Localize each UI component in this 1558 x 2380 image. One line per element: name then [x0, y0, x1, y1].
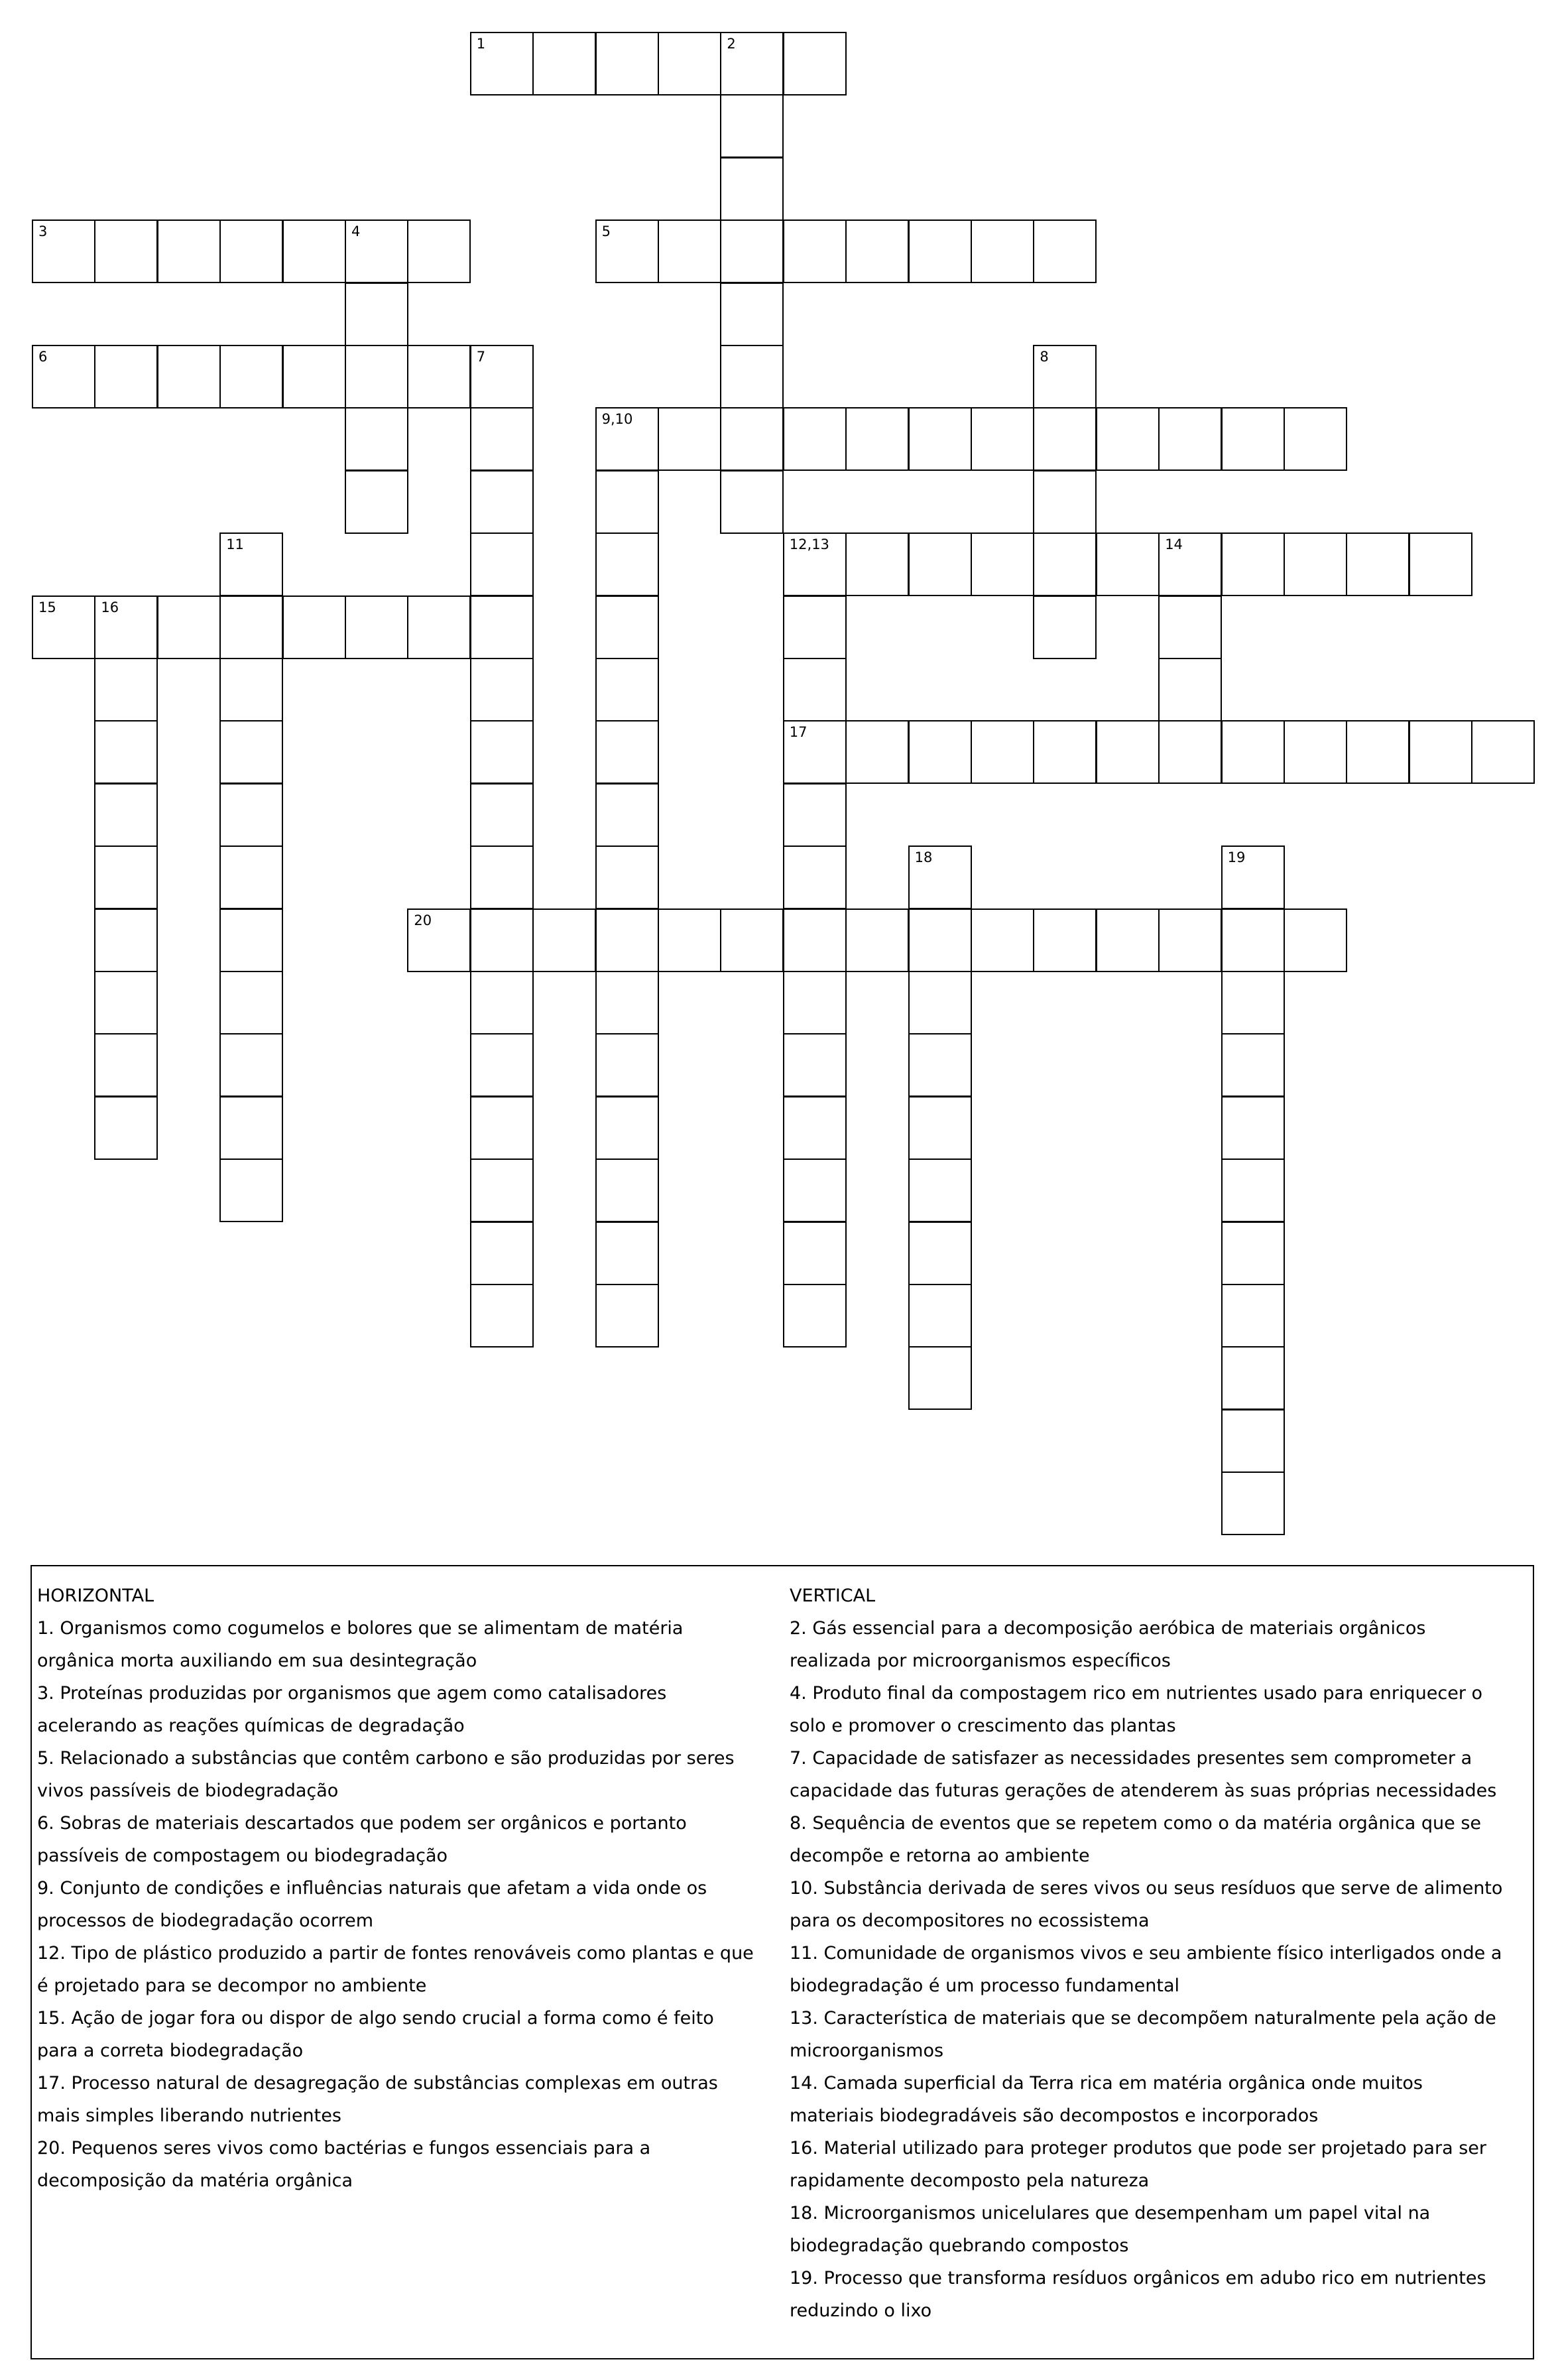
- clue-number: 1: [476, 36, 486, 52]
- crossword-cell[interactable]: [783, 783, 847, 847]
- crossword-cell[interactable]: [908, 720, 972, 784]
- clue-vertical-4: 4. Produto final da compostagem rico em nutrientes usado para enriquecer o solo e promover o crescimento das plantas: [790, 1683, 1483, 1736]
- crossword-cell[interactable]: [1284, 407, 1347, 471]
- crossword-cell[interactable]: [1284, 532, 1347, 596]
- crossword-cell[interactable]: [94, 971, 158, 1034]
- crossword-cell[interactable]: [1409, 532, 1472, 596]
- crossword-cell[interactable]: [282, 345, 346, 408]
- crossword-cell[interactable]: [1221, 1096, 1285, 1160]
- crossword-cell[interactable]: [1158, 658, 1222, 721]
- crossword-cell[interactable]: [720, 908, 784, 972]
- crossword-cell[interactable]: [345, 219, 408, 283]
- crossword-cell[interactable]: [219, 971, 283, 1034]
- crossword-cell[interactable]: [908, 1221, 972, 1285]
- crossword-cell[interactable]: [783, 219, 847, 283]
- crossword-cell[interactable]: [595, 720, 659, 784]
- crossword-cell[interactable]: [1221, 720, 1285, 784]
- crossword-cell[interactable]: [595, 846, 659, 909]
- crossword-cell[interactable]: [94, 595, 158, 659]
- crossword-cell[interactable]: [720, 282, 784, 346]
- crossword-cell[interactable]: [908, 532, 972, 596]
- crossword-cell[interactable]: [157, 219, 221, 283]
- crossword-cell[interactable]: [595, 32, 659, 95]
- clue-number: 8: [1040, 349, 1049, 365]
- crossword-cell[interactable]: [720, 470, 784, 534]
- crossword-cell[interactable]: [845, 720, 909, 784]
- crossword-cell[interactable]: [470, 1221, 534, 1285]
- crossword-cell[interactable]: [1221, 908, 1285, 972]
- crossword-cell[interactable]: [658, 407, 721, 471]
- crossword-cell[interactable]: [783, 658, 847, 721]
- clue-vertical-18: 18. Microorganismos unicelulares que desempenham um papel vital na biodegradação quebrando compostos: [790, 2203, 1431, 2256]
- crossword-cell[interactable]: [219, 720, 283, 784]
- clue-number: 3: [38, 223, 48, 240]
- clue-vertical-2: 2. Gás essencial para a decomposição aeróbica de materiais orgânicos realizada por microorganismos específicos: [790, 1618, 1426, 1671]
- crossword-cell[interactable]: [345, 282, 408, 346]
- crossword-cell[interactable]: [1033, 345, 1097, 408]
- crossword-cell[interactable]: [658, 219, 721, 283]
- crossword-cell[interactable]: [470, 1033, 534, 1097]
- crossword-cell[interactable]: [1096, 908, 1160, 972]
- crossword-cell[interactable]: [908, 971, 972, 1034]
- crossword-cell[interactable]: [94, 219, 158, 283]
- crossword-cell[interactable]: [1158, 407, 1222, 471]
- crossword-cell[interactable]: [971, 532, 1034, 596]
- crossword-cell[interactable]: [908, 846, 972, 909]
- crossword-cell[interactable]: [219, 595, 283, 659]
- crossword-cell[interactable]: [1158, 908, 1222, 972]
- crossword-cell[interactable]: [1409, 720, 1472, 784]
- crossword-cell[interactable]: [219, 1096, 283, 1160]
- crossword-cell[interactable]: [470, 470, 534, 534]
- clue-number: 17: [789, 724, 808, 741]
- crossword-cell[interactable]: [783, 908, 847, 972]
- crossword-cell[interactable]: [1284, 720, 1347, 784]
- crossword-cell[interactable]: [783, 1284, 847, 1347]
- crossword-cell[interactable]: [470, 720, 534, 784]
- crossword-cell[interactable]: [219, 219, 283, 283]
- crossword-cell[interactable]: [783, 1096, 847, 1160]
- crossword-cell[interactable]: [720, 32, 784, 95]
- crossword-cell[interactable]: [783, 971, 847, 1034]
- crossword-cell[interactable]: [345, 407, 408, 471]
- vertical-heading: VERTICAL: [790, 1586, 876, 1606]
- crossword-cell[interactable]: [845, 908, 909, 972]
- crossword-cell[interactable]: [845, 407, 909, 471]
- clue-vertical-19: 19. Processo que transforma resíduos orgânicos em adubo rico em nutrientes reduzindo o lixo: [790, 2268, 1486, 2321]
- crossword-cell[interactable]: [971, 720, 1034, 784]
- crossword-cell[interactable]: [94, 658, 158, 721]
- clue-vertical-13: 13. Característica de materiais que se decompõem naturalmente pela ação de microorganismos: [790, 2008, 1496, 2061]
- crossword-cell[interactable]: [94, 1096, 158, 1160]
- crossword-cell[interactable]: [407, 595, 471, 659]
- crossword-cell[interactable]: [1033, 219, 1097, 283]
- clue-number: 18: [914, 849, 933, 866]
- crossword-cell[interactable]: [845, 219, 909, 283]
- crossword-cell[interactable]: [94, 720, 158, 784]
- clue-vertical-7: 7. Capacidade de satisfazer as necessidades presentes sem comprometer a capacidade das futuras gerações de atenderem às suas próprias necessidades: [790, 1748, 1497, 1801]
- crossword-cell[interactable]: [1221, 1159, 1285, 1222]
- crossword-cell[interactable]: [908, 1159, 972, 1222]
- crossword-cell[interactable]: [595, 1033, 659, 1097]
- crossword-cell[interactable]: [470, 846, 534, 909]
- horizontal-clues: [37, 1580, 760, 2197]
- crossword-cell[interactable]: [971, 407, 1034, 471]
- crossword-cell[interactable]: [1284, 908, 1347, 972]
- crossword-cell[interactable]: [658, 32, 721, 95]
- crossword-cell[interactable]: [470, 908, 534, 972]
- crossword-cell[interactable]: [783, 407, 847, 471]
- clue-horizontal-3: 3. Proteínas produzidas por organismos que agem como catalisadores acelerando as reações químicas de degradação: [37, 1683, 667, 1736]
- crossword-cell[interactable]: [595, 532, 659, 596]
- crossword-cell[interactable]: [1221, 1284, 1285, 1347]
- clue-number: 15: [38, 599, 56, 615]
- clue-number: 6: [38, 349, 48, 365]
- crossword-cell[interactable]: [1096, 532, 1160, 596]
- crossword-cell[interactable]: [219, 1159, 283, 1222]
- crossword-cell[interactable]: [595, 595, 659, 659]
- crossword-cell[interactable]: [1096, 407, 1160, 471]
- crossword-cell[interactable]: [407, 908, 471, 972]
- crossword-cell[interactable]: [470, 1284, 534, 1347]
- crossword-cell[interactable]: [845, 532, 909, 596]
- crossword-cell[interactable]: [595, 1159, 659, 1222]
- crossword-cell[interactable]: [908, 1096, 972, 1160]
- crossword-cell[interactable]: [470, 971, 534, 1034]
- clue-number: 5: [601, 223, 611, 240]
- crossword-cell[interactable]: [1221, 971, 1285, 1034]
- clue-number: 19: [1227, 849, 1246, 866]
- crossword-cell[interactable]: [1346, 532, 1409, 596]
- crossword-cell[interactable]: [1158, 595, 1222, 659]
- crossword-cell[interactable]: [1096, 720, 1160, 784]
- crossword-cell[interactable]: [1158, 720, 1222, 784]
- crossword-cell[interactable]: [282, 595, 346, 659]
- crossword-cell[interactable]: [783, 532, 847, 596]
- crossword-cell[interactable]: [595, 783, 659, 847]
- crossword-cell[interactable]: [783, 720, 847, 784]
- crossword-cell[interactable]: [94, 846, 158, 909]
- clue-number: 11: [226, 536, 244, 553]
- crossword-cell[interactable]: [32, 345, 95, 408]
- clue-number: 2: [727, 36, 736, 52]
- crossword-cell[interactable]: [470, 658, 534, 721]
- crossword-cell[interactable]: [407, 219, 471, 283]
- crossword-cell[interactable]: [595, 1096, 659, 1160]
- clue-horizontal-12: 12. Tipo de plástico produzido a partir de fontes renováveis como plantas e que é projetado para se decompor no ambiente: [37, 1943, 754, 1996]
- crossword-cell[interactable]: [532, 32, 596, 95]
- crossword-cell[interactable]: [532, 908, 596, 972]
- crossword-cell[interactable]: [1221, 1221, 1285, 1285]
- crossword-cell[interactable]: [1221, 846, 1285, 909]
- crossword-cell[interactable]: [1221, 1346, 1285, 1410]
- vertical-clues: [790, 1580, 1512, 2327]
- clue-box: [30, 1565, 1534, 2359]
- crossword-cell[interactable]: [595, 219, 659, 283]
- crossword-cell[interactable]: [908, 1346, 972, 1410]
- crossword-cell[interactable]: [219, 532, 283, 596]
- crossword-cell[interactable]: [470, 595, 534, 659]
- crossword-cell[interactable]: [783, 1159, 847, 1222]
- crossword-cell[interactable]: [470, 1096, 534, 1160]
- crossword-cell[interactable]: [94, 783, 158, 847]
- clue-vertical-8: 8. Sequência de eventos que se repetem como o da matéria orgânica que se decompõe e retorna ao ambiente: [790, 1813, 1482, 1866]
- crossword-cell[interactable]: [720, 157, 784, 221]
- crossword-cell[interactable]: [32, 595, 95, 659]
- crossword-cell[interactable]: [783, 846, 847, 909]
- crossword-cell[interactable]: [470, 783, 534, 847]
- crossword-cell[interactable]: [1221, 1409, 1285, 1473]
- crossword-cell[interactable]: [1033, 908, 1097, 972]
- crossword-cell[interactable]: [783, 32, 847, 95]
- crossword-cell[interactable]: [345, 345, 408, 408]
- crossword-cell[interactable]: [908, 407, 972, 471]
- crossword-cell[interactable]: [219, 1033, 283, 1097]
- crossword-cell[interactable]: [658, 908, 721, 972]
- crossword-cell[interactable]: [1033, 407, 1097, 471]
- clue-horizontal-6: 6. Sobras de materiais descartados que podem ser orgânicos e portanto passíveis de compostagem ou biodegradação: [37, 1813, 687, 1866]
- crossword-cell[interactable]: [470, 32, 534, 95]
- crossword-cell[interactable]: [595, 658, 659, 721]
- crossword-cell[interactable]: [595, 1284, 659, 1347]
- clue-horizontal-17: 17. Processo natural de desagregação de substâncias complexas em outras mais simples liberando nutrientes: [37, 2073, 718, 2126]
- horizontal-heading: HORIZONTAL: [37, 1586, 154, 1606]
- crossword-cell[interactable]: [971, 219, 1034, 283]
- clue-vertical-14: 14. Camada superficial da Terra rica em matéria orgânica onde muitos materiais biodegradáveis são decompostos e incorporados: [790, 2073, 1423, 2126]
- crossword-cell[interactable]: [720, 345, 784, 408]
- crossword-cell[interactable]: [219, 908, 283, 972]
- crossword-cell[interactable]: [94, 345, 158, 408]
- crossword-cell[interactable]: [783, 1221, 847, 1285]
- crossword-cell[interactable]: [1221, 407, 1285, 471]
- crossword-cell[interactable]: [1158, 532, 1222, 596]
- crossword-cell[interactable]: [219, 345, 283, 408]
- clue-number: 7: [476, 349, 486, 365]
- crossword-cell[interactable]: [908, 1033, 972, 1097]
- crossword-cell[interactable]: [470, 407, 534, 471]
- crossword-cell[interactable]: [971, 908, 1034, 972]
- crossword-cell[interactable]: [908, 1284, 972, 1347]
- crossword-cell[interactable]: [470, 1159, 534, 1222]
- clue-horizontal-1: 1. Organismos como cogumelos e bolores que se alimentam de matéria orgânica morta auxiliando em sua desintegração: [37, 1618, 684, 1671]
- crossword-cell[interactable]: [345, 595, 408, 659]
- crossword-cell[interactable]: [720, 94, 784, 158]
- crossword-cell[interactable]: [157, 345, 221, 408]
- clue-horizontal-20: 20. Pequenos seres vivos como bactérias e fungos essenciais para a decomposição da matéria orgânica: [37, 2138, 651, 2191]
- clue-horizontal-9: 9. Conjunto de condições e influências naturais que afetam a vida onde os processos de biodegradação ocorrem: [37, 1878, 707, 1931]
- clue-number: 12,13: [789, 536, 829, 553]
- crossword-cell[interactable]: [595, 407, 659, 471]
- clue-horizontal-5: 5. Relacionado a substâncias que contêm carbono e são produzidas por seres vivos passíveis de biodegradação: [37, 1748, 735, 1801]
- crossword-cell[interactable]: [1033, 470, 1097, 534]
- crossword-cell[interactable]: [783, 1033, 847, 1097]
- crossword-cell[interactable]: [219, 658, 283, 721]
- crossword-cell[interactable]: [1033, 532, 1097, 596]
- crossword-cell[interactable]: [219, 783, 283, 847]
- clue-number: 14: [1165, 536, 1183, 553]
- crossword-cell[interactable]: [1221, 532, 1285, 596]
- crossword-cell[interactable]: [1221, 1033, 1285, 1097]
- clue-number: 9,10: [601, 411, 633, 428]
- crossword-cell[interactable]: [470, 345, 534, 408]
- clue-number: 20: [414, 912, 432, 928]
- crossword-cell[interactable]: [94, 908, 158, 972]
- crossword-cell[interactable]: [595, 1221, 659, 1285]
- crossword-cell[interactable]: [219, 846, 283, 909]
- crossword-cell[interactable]: [282, 219, 346, 283]
- crossword-cell[interactable]: [345, 470, 408, 534]
- crossword-cell[interactable]: [1471, 720, 1535, 784]
- crossword-cell[interactable]: [1221, 1472, 1285, 1535]
- crossword-cell[interactable]: [1033, 595, 1097, 659]
- crossword-cell[interactable]: [157, 595, 221, 659]
- crossword-cell[interactable]: [595, 470, 659, 534]
- crossword-cell[interactable]: [595, 908, 659, 972]
- crossword-cell[interactable]: [720, 407, 784, 471]
- crossword-cell[interactable]: [1033, 720, 1097, 784]
- clue-vertical-11: 11. Comunidade de organismos vivos e seu ambiente físico interligados onde a biodegradação é um processo fundamental: [790, 1943, 1502, 1996]
- crossword-cell[interactable]: [32, 219, 95, 283]
- crossword-cell[interactable]: [720, 219, 784, 283]
- crossword-cell[interactable]: [595, 971, 659, 1034]
- crossword-cell[interactable]: [470, 532, 534, 596]
- crossword-cell[interactable]: [908, 908, 972, 972]
- crossword-cell[interactable]: [1346, 720, 1409, 784]
- crossword-cell[interactable]: [94, 1033, 158, 1097]
- crossword-cell[interactable]: [407, 345, 471, 408]
- crossword-cell[interactable]: [783, 595, 847, 659]
- clue-number: 16: [101, 599, 119, 615]
- clue-vertical-16: 16. Material utilizado para proteger produtos que pode ser projetado para ser rapidamente decomposto pela natureza: [790, 2138, 1486, 2191]
- clue-number: 4: [351, 223, 361, 240]
- clue-horizontal-15: 15. Ação de jogar fora ou dispor de algo sendo crucial a forma como é feito para a correta biodegradação: [37, 2008, 714, 2061]
- crossword-cell[interactable]: [908, 219, 972, 283]
- clue-vertical-10: 10. Substância derivada de seres vivos ou seus resíduos que serve de alimento para os decompositores no ecossistema: [790, 1878, 1503, 1931]
